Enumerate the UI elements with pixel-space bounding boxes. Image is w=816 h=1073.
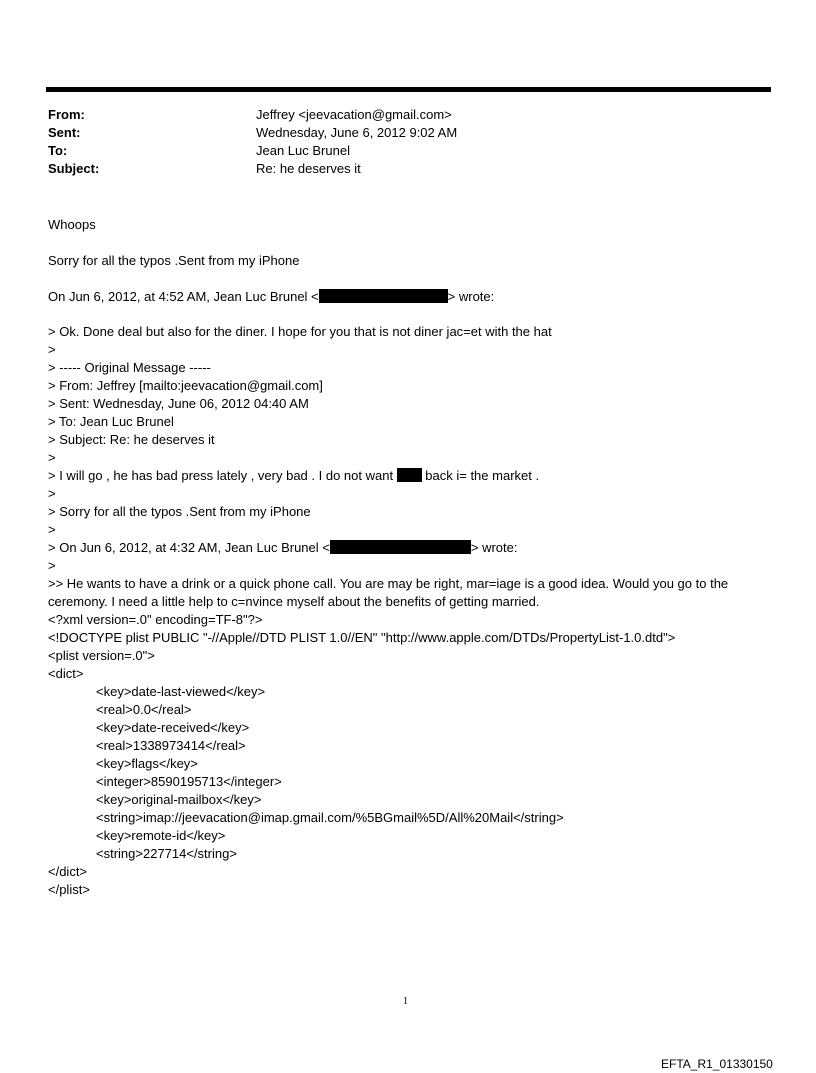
quote-line: >: [48, 450, 56, 465]
dict-entry-line: <key>date-received</key>: [96, 720, 250, 735]
dict-entry-line: <string>imap://jeevacation@imap.gmail.com/%5BGmail%5D/All%20Mail</string>: [96, 810, 564, 825]
quote-line: > Sorry for all the typos .Sent from my iPhone: [48, 504, 311, 519]
dict-open-line: <dict>: [48, 666, 84, 681]
q-on-suffix: > wrote:: [470, 540, 518, 555]
quote-line: >: [48, 342, 56, 357]
document-id: EFTA_R1_01330150: [661, 1057, 773, 1071]
sent-value: Wednesday, June 6, 2012 9:02 AM: [256, 125, 458, 140]
sent-label: Sent:: [48, 125, 81, 140]
to-row: [48, 142, 768, 160]
on-wrote-suffix: > wrote:: [447, 289, 495, 304]
doctype-line: <!DOCTYPE plist PUBLIC "-//Apple//DTD PLIST 1.0//EN" "http://www.apple.com/DTDs/PropertyList-1.0.dtd">: [48, 630, 676, 645]
go-prefix: > I will go , he has bad press lately , very bad . I do not want: [48, 468, 397, 483]
quote-line: > Sent: Wednesday, June 06, 2012 04:40 AM: [48, 396, 309, 411]
plist-close-line: </plist>: [48, 882, 90, 897]
plist-open-line: <plist version=.0">: [48, 648, 155, 663]
dict-entry-line: <key>original-mailbox</key>: [96, 792, 262, 807]
email-header: [48, 106, 768, 178]
dict-entry-line: <integer>8590195713</integer>: [96, 774, 282, 789]
quote-line: >: [48, 522, 56, 537]
redaction-box: [397, 468, 422, 482]
dict-close-line: </dict>: [48, 864, 88, 879]
body-line-on-wrote: [48, 288, 778, 306]
sent-row: [48, 124, 768, 142]
body-line-whoops: Whoops: [48, 217, 96, 232]
subject-row: [48, 160, 768, 178]
quote-line: > ----- Original Message -----: [48, 360, 211, 375]
quote-paragraph: >> He wants to have a drink or a quick phone call. You are may be right, mar=iage is a good idea. Would you go to the ceremony. I need a little help to c=nvince myself about the benefits of getting married.: [48, 576, 729, 609]
dict-entry-line: <key>date-last-viewed</key>: [96, 684, 266, 699]
header-rule: [46, 87, 771, 92]
from-label: From:: [48, 107, 85, 122]
dict-entry-line: <real>1338973414</real>: [96, 738, 246, 753]
quote-line: > Ok. Done deal but also for the diner. I hope for you that is not diner jac=et with the hat: [48, 324, 552, 339]
dict-entry-line: <key>flags</key>: [96, 756, 198, 771]
subject-label: Subject:: [48, 161, 100, 176]
q-on-prefix: > On Jun 6, 2012, at 4:32 AM, Jean Luc Brunel <: [48, 540, 330, 555]
dict-entry-line: <real>0.0</real>: [96, 702, 192, 717]
quote-line: >: [48, 486, 56, 501]
redaction-box: [319, 289, 448, 303]
to-value: Jean Luc Brunel: [256, 143, 350, 158]
dict-entry-line: <key>remote-id</key>: [96, 828, 226, 843]
xml-line: <?xml version=.0" encoding=TF-8"?>: [48, 612, 263, 627]
redaction-box: [330, 540, 471, 554]
email-quoted-block: [48, 323, 778, 899]
to-label: To:: [48, 143, 68, 158]
page-number: 1: [403, 996, 408, 1007]
body-line-sorry: Sorry for all the typos .Sent from my iPhone: [48, 253, 300, 268]
subject-value: Re: he deserves it: [256, 161, 361, 176]
quote-line: > Subject: Re: he deserves it: [48, 432, 215, 447]
quote-line: > To: Jean Luc Brunel: [48, 414, 174, 429]
from-value: Jeffrey <jeevacation@gmail.com>: [256, 107, 452, 122]
quote-line-on-wrote: [48, 539, 778, 557]
email-body-top: [48, 216, 778, 306]
go-suffix: back i= the market .: [421, 468, 540, 483]
quote-line-go: [48, 467, 778, 485]
from-row: [48, 106, 768, 124]
on-wrote-prefix: On Jun 6, 2012, at 4:52 AM, Jean Luc Brunel <: [48, 289, 319, 304]
dict-entry-line: <string>227714</string>: [96, 846, 237, 861]
quote-line: > From: Jeffrey [mailto:jeevacation@gmail.com]: [48, 378, 323, 393]
quote-line: >: [48, 558, 56, 573]
